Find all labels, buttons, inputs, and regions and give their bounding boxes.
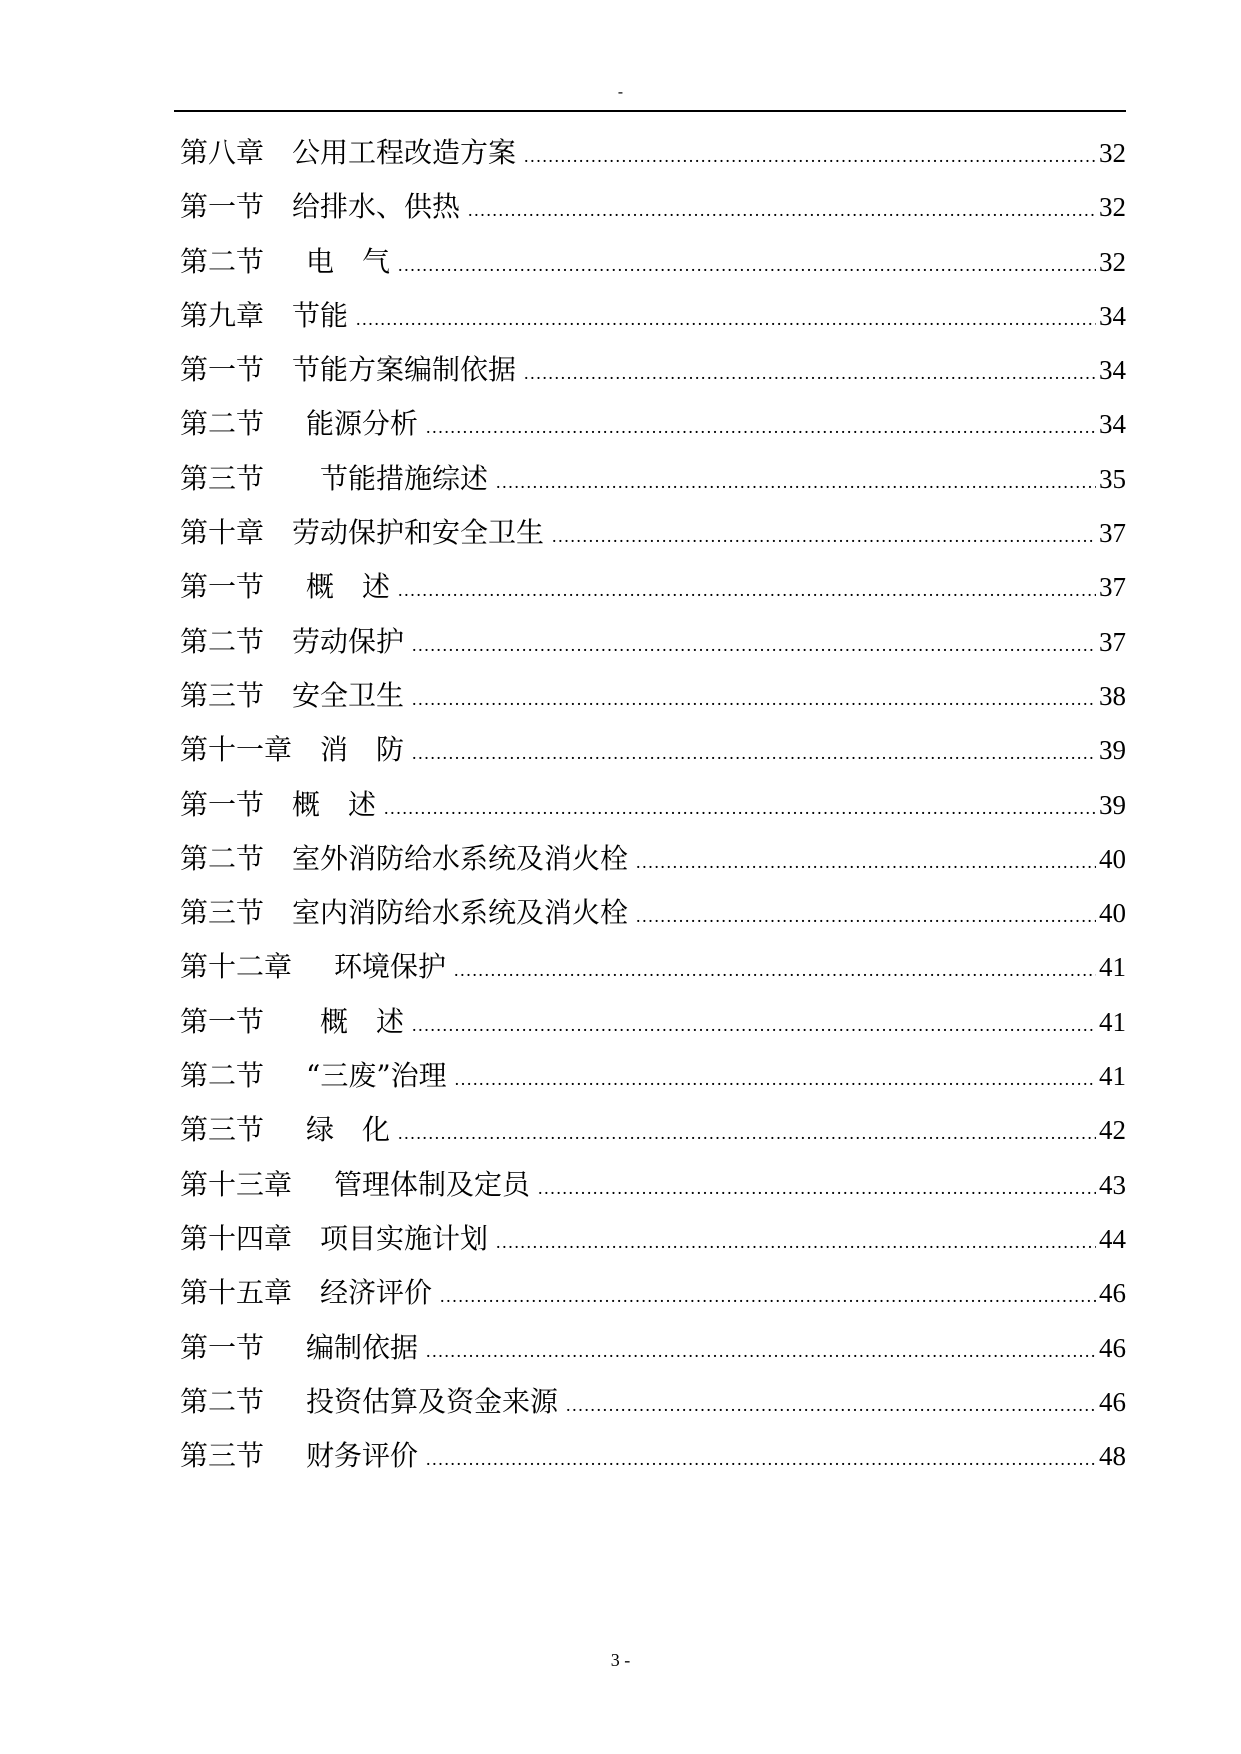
toc-entry-number: 第二节 <box>180 407 265 441</box>
toc-entry[interactable] <box>180 1158 1126 1212</box>
toc-entry-title: 管理体制及定员 <box>334 1167 531 1201</box>
toc-entry-number: 第十章 <box>180 516 265 550</box>
toc-entry-page: 41 <box>1099 1006 1126 1037</box>
toc-entry-title: 公用工程改造方案 <box>292 136 517 169</box>
toc-entry-leader <box>454 943 1096 997</box>
toc-entry-leader <box>426 400 1096 454</box>
toc-entry-number: 第一节 <box>180 190 265 224</box>
toc-entry-title: 投资估算及资金来源 <box>306 1384 559 1418</box>
toc-entry-leader <box>552 509 1096 563</box>
toc-entry-number: 第一节 <box>180 353 265 387</box>
toc-entry[interactable] <box>180 1375 1126 1429</box>
toc-entry-leader <box>398 238 1096 292</box>
toc-entry[interactable] <box>180 126 1126 180</box>
toc-entry-number: 第三节 <box>180 1439 265 1473</box>
toc-entry-number: 第一节 <box>180 1330 265 1364</box>
toc-entry-leader <box>636 889 1096 943</box>
toc-entry-number: 第一节 <box>180 1004 265 1038</box>
toc-entry-page: 37 <box>1099 626 1126 657</box>
toc-entry-number: 第三节 <box>180 678 265 712</box>
toc-entry-title: 概 述 <box>306 570 391 604</box>
toc-entry-page: 35 <box>1099 463 1126 494</box>
page-number: 3 - <box>610 1650 631 1670</box>
toc-entry-number: 第十一章 <box>180 733 293 767</box>
toc-entry-number: 第二节 <box>180 244 265 278</box>
toc-entry-title: 消 防 <box>320 733 405 767</box>
toc-entry[interactable] <box>180 506 1126 560</box>
toc-entry[interactable] <box>180 615 1126 669</box>
toc-entry[interactable] <box>180 289 1126 343</box>
toc-entry-leader <box>440 1269 1096 1323</box>
toc-entry-leader <box>496 1215 1096 1269</box>
toc-entry[interactable] <box>180 1212 1126 1266</box>
toc-entry-page: 43 <box>1099 1169 1126 1200</box>
toc-entry[interactable] <box>180 180 1126 234</box>
toc-entry-page: 44 <box>1099 1223 1126 1254</box>
toc-entry-page: 46 <box>1099 1278 1126 1309</box>
toc-entry-page: 40 <box>1099 898 1126 929</box>
toc-entry-title: 经济评价 <box>320 1276 433 1310</box>
toc-entry-leader <box>566 1378 1096 1432</box>
toc-entry-page: 34 <box>1099 300 1126 331</box>
toc-entry-leader <box>412 618 1096 672</box>
toc-entry-title: 编制依据 <box>306 1330 419 1364</box>
toc-entry-title: 劳动保护 <box>292 624 405 658</box>
toc-entry-title: 电 气 <box>306 244 391 278</box>
toc-entry-page: 32 <box>1099 138 1126 168</box>
toc-entry-leader <box>538 1161 1096 1215</box>
toc-entry-leader <box>384 781 1096 835</box>
toc-entry-leader <box>356 292 1096 346</box>
toc-entry-title: 室内消防给水系统及消火栓 <box>292 896 629 930</box>
toc-entry-leader <box>455 1052 1096 1106</box>
toc-entry-title: 财务评价 <box>306 1439 419 1473</box>
toc-entry-title: 给排水、供热 <box>292 190 461 224</box>
toc-entry-title: “三废”治理 <box>306 1059 447 1093</box>
toc-entry-leader <box>496 455 1096 509</box>
toc-entry-number: 第十五章 <box>180 1276 293 1310</box>
toc-entry[interactable] <box>180 1049 1126 1103</box>
toc-entry[interactable] <box>180 1103 1126 1157</box>
toc-entry-number: 第八章 <box>180 136 265 169</box>
toc-entry[interactable] <box>180 560 1126 614</box>
toc-entry-title: 概 述 <box>292 787 377 821</box>
toc-entry[interactable] <box>180 723 1126 777</box>
toc-entry-leader <box>412 998 1096 1052</box>
toc-entry[interactable] <box>180 1321 1126 1375</box>
toc-entry[interactable] <box>180 235 1126 289</box>
toc-entry-title: 项目实施计划 <box>320 1221 489 1255</box>
toc-entry-page: 37 <box>1099 518 1126 549</box>
toc-entry-title: 概 述 <box>320 1004 405 1038</box>
toc-entry-leader <box>398 563 1096 617</box>
toc-entry[interactable] <box>180 1266 1126 1320</box>
toc-entry-page: 42 <box>1099 1115 1126 1146</box>
table-of-contents <box>180 126 1126 1483</box>
toc-entry[interactable] <box>180 1429 1126 1483</box>
header-mark: - <box>617 82 624 101</box>
toc-entry[interactable] <box>180 995 1126 1049</box>
toc-entry-page: 41 <box>1099 1061 1126 1092</box>
toc-entry-number: 第二节 <box>180 841 265 875</box>
toc-entry-page: 34 <box>1099 355 1126 386</box>
toc-entry-title: 环境保护 <box>334 950 447 984</box>
toc-entry-title: 节能措施综述 <box>320 461 489 495</box>
toc-entry-page: 41 <box>1099 952 1126 983</box>
toc-entry-number: 第十二章 <box>180 950 293 984</box>
toc-entry[interactable] <box>180 452 1126 506</box>
toc-entry[interactable] <box>180 832 1126 886</box>
toc-entry-number: 第十四章 <box>180 1221 293 1255</box>
toc-entry-page: 32 <box>1099 192 1126 223</box>
toc-entry-page: 38 <box>1099 680 1126 711</box>
toc-entry[interactable] <box>180 940 1126 994</box>
toc-entry-number: 第十三章 <box>180 1167 293 1201</box>
toc-entry-page: 48 <box>1099 1441 1126 1472</box>
toc-entry-leader <box>398 1106 1096 1160</box>
toc-entry-title: 能源分析 <box>306 407 419 441</box>
toc-entry-leader <box>412 726 1096 780</box>
toc-entry-page: 34 <box>1099 409 1126 440</box>
toc-entry[interactable] <box>180 669 1126 723</box>
toc-entry-title: 劳动保护和安全卫生 <box>292 516 545 550</box>
toc-entry-leader <box>524 129 1096 183</box>
toc-entry-page: 46 <box>1099 1386 1126 1417</box>
toc-entry[interactable] <box>180 886 1126 940</box>
toc-entry-page: 40 <box>1099 843 1126 874</box>
toc-entry[interactable] <box>180 778 1126 832</box>
toc-entry-title: 节能 <box>292 298 349 332</box>
toc-entry-leader <box>412 672 1096 726</box>
toc-entry[interactable] <box>180 397 1126 451</box>
toc-entry-leader <box>426 1432 1096 1486</box>
header-rule <box>174 110 1126 112</box>
toc-entry-number: 第二节 <box>180 624 265 658</box>
toc-entry-page: 39 <box>1099 735 1126 766</box>
toc-entry-leader <box>426 1324 1096 1378</box>
toc-entry-number: 第一节 <box>180 787 265 821</box>
toc-entry-page: 46 <box>1099 1332 1126 1363</box>
toc-entry-title: 节能方案编制依据 <box>292 353 517 387</box>
toc-entry-leader <box>524 346 1096 400</box>
toc-entry-title: 绿 化 <box>306 1113 391 1147</box>
toc-entry-page: 32 <box>1099 246 1126 277</box>
toc-entry-title: 安全卫生 <box>292 678 405 712</box>
toc-entry-number: 第三节 <box>180 461 265 495</box>
toc-entry[interactable] <box>180 343 1126 397</box>
toc-entry-leader <box>636 835 1096 889</box>
toc-entry-number: 第九章 <box>180 298 265 332</box>
toc-entry-number: 第二节 <box>180 1059 265 1093</box>
toc-entry-page: 39 <box>1099 789 1126 820</box>
toc-entry-number: 第二节 <box>180 1384 265 1418</box>
toc-entry-number: 第三节 <box>180 1113 265 1147</box>
toc-entry-title: 室外消防给水系统及消火栓 <box>292 841 629 875</box>
toc-entry-number: 第一节 <box>180 570 265 604</box>
toc-entry-leader <box>468 183 1096 237</box>
toc-entry-number: 第三节 <box>180 896 265 930</box>
toc-entry-page: 37 <box>1099 572 1126 603</box>
